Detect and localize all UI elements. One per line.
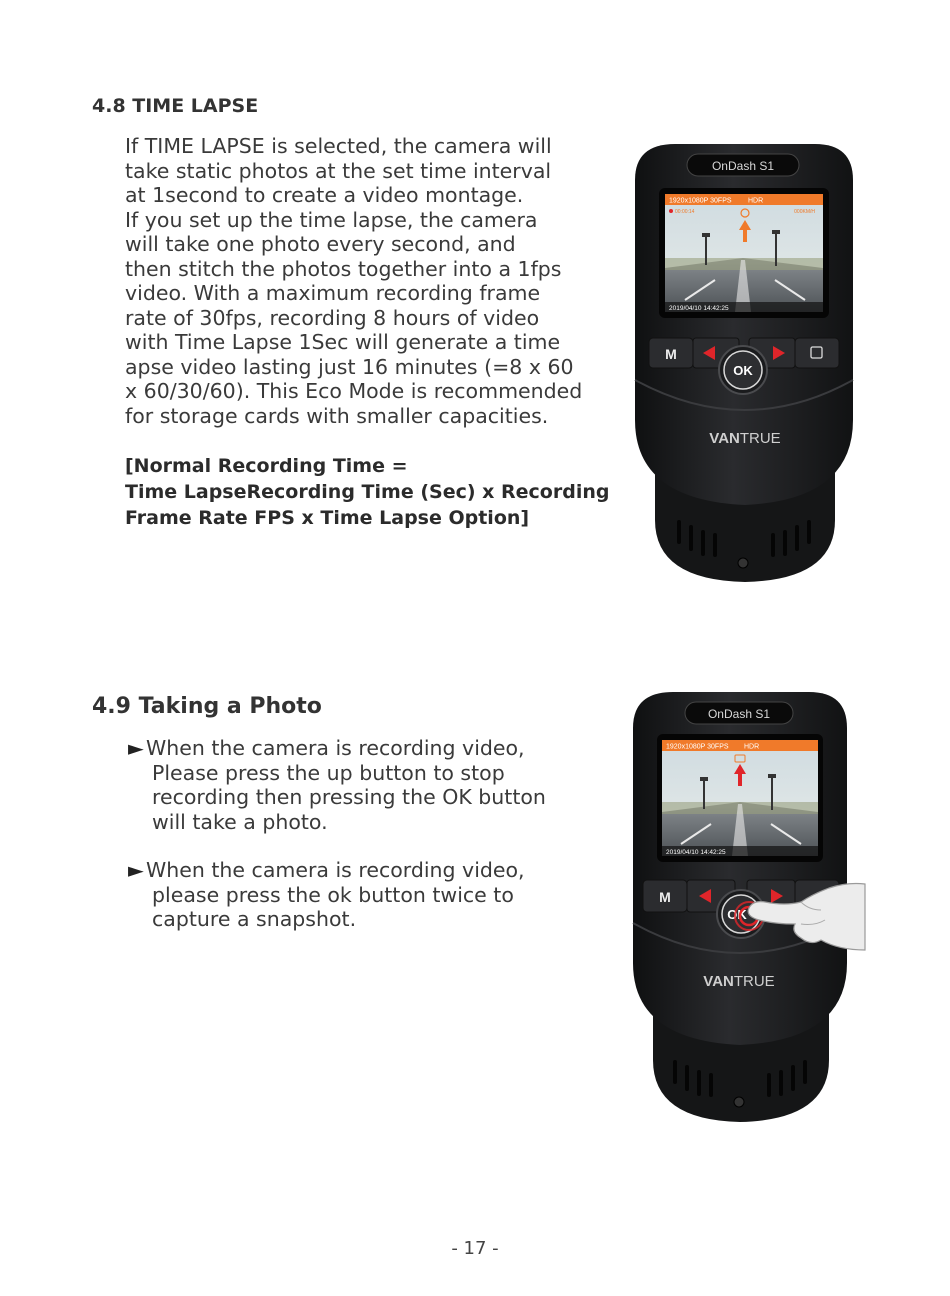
- ok-button-label: OK: [727, 907, 747, 922]
- hdr-label: HDR: [744, 743, 760, 751]
- section-title-taking-photo: 4.9 Taking a Photo: [92, 694, 322, 719]
- text-line: then stitch the photos together into a 1fps: [125, 256, 562, 281]
- page-number: - 17 -: [451, 1238, 499, 1259]
- m-button-label: M: [665, 346, 677, 362]
- text-line: with Time Lapse 1Sec will generate a time: [125, 330, 561, 354]
- text-line: apse video lasting just 16 minutes (=8 x 60: [125, 354, 574, 379]
- section-title-time-lapse: 4.8 TIME LAPSE: [92, 95, 259, 117]
- camera-screen: [665, 194, 823, 312]
- text-line: If you set up the time lapse, the camera: [125, 207, 538, 232]
- bullet-first-line: When the camera is recording video,: [146, 736, 525, 760]
- resolution-label: 1920x1080P 30FPS: [669, 197, 732, 205]
- datetime-readout: 2019/04/10 14:42:25: [669, 305, 729, 312]
- bullet-first-line: When the camera is recording video,: [146, 858, 525, 882]
- bullet-line: Please press the up button to stop: [152, 760, 505, 785]
- text-line: rate of 30fps, recording 8 hours of video: [125, 305, 540, 330]
- bullet-line: capture a snapshot.: [152, 907, 357, 931]
- text-line: take static photos at the set time interval: [125, 158, 552, 183]
- bullet-line: please press the ok button twice to: [152, 882, 514, 907]
- text-line: video. With a maximum recording frame: [125, 281, 541, 305]
- recording-time-formula: [125, 453, 609, 531]
- text-line: will take one photo every second, and: [125, 232, 516, 256]
- m-button-label: M: [659, 889, 671, 905]
- hdr-label: HDR: [748, 197, 764, 205]
- camera-screen: [662, 740, 818, 856]
- bullet-arrow-icon: ►: [128, 858, 144, 882]
- model-label: OnDash S1: [711, 159, 775, 173]
- formula-line: [Normal Recording Time =: [125, 455, 408, 477]
- screw-icon: [738, 558, 748, 568]
- speed-readout: 000KM/H: [794, 209, 815, 215]
- bullet-line: will take a photo.: [152, 809, 328, 834]
- formula-line: Frame Rate FPS x Time Lapse Option]: [125, 507, 530, 529]
- dash-camera-illustration: [625, 140, 865, 590]
- formula-line: Time LapseRecording Time (Sec) x Recording: [125, 481, 610, 503]
- text-line: at 1second to create a video montage.: [125, 183, 524, 207]
- brand-logo: VANTRUE: [703, 973, 775, 990]
- text-line: If TIME LAPSE is selected, the camera will: [125, 134, 552, 158]
- text-line: x 60/30/60). This Eco Mode is recommended: [125, 379, 583, 403]
- datetime-readout: 2019/04/10 14:42:25: [666, 849, 726, 856]
- screw-icon: [734, 1097, 744, 1107]
- brand-logo: VANTRUE: [709, 430, 781, 447]
- rec-time: 00:00:14: [675, 209, 695, 215]
- bullet-item: [128, 858, 525, 932]
- time-lapse-description: [125, 134, 582, 428]
- bullet-arrow-icon: ►: [128, 736, 144, 760]
- resolution-label: 1920x1080P 30FPS: [666, 743, 729, 751]
- bullet-line: recording then pressing the OK button: [152, 785, 546, 809]
- ok-button-label: OK: [733, 363, 753, 378]
- menu-button[interactable]: [795, 338, 839, 368]
- model-label: OnDash S1: [707, 707, 771, 721]
- text-line: for storage cards with smaller capacities.: [125, 403, 549, 428]
- dash-camera-photo-illustration: [625, 688, 870, 1128]
- bullet-item: [128, 736, 546, 834]
